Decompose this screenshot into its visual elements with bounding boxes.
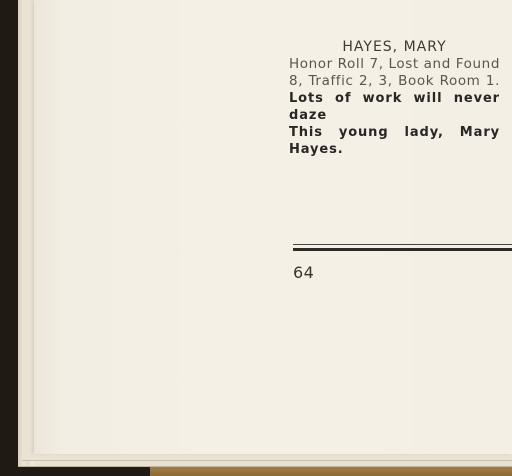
student-activities [289, 56, 500, 90]
activities-line: 8, Traffic 2, 3, Book Room 1. [289, 73, 500, 89]
verse-line: Lots of work will never daze [289, 91, 500, 123]
student-name: HAYES, MARY [342, 39, 447, 55]
student-verse [289, 90, 500, 158]
student-entry [289, 38, 500, 158]
activities-line: Honor Roll 7, Lost and Found [289, 56, 500, 72]
divider-rule-thin [293, 244, 512, 245]
page-number: 64 [293, 263, 315, 282]
verse-line: This young lady, Mary Hayes. [289, 125, 500, 157]
divider-rule-thick [293, 248, 512, 251]
